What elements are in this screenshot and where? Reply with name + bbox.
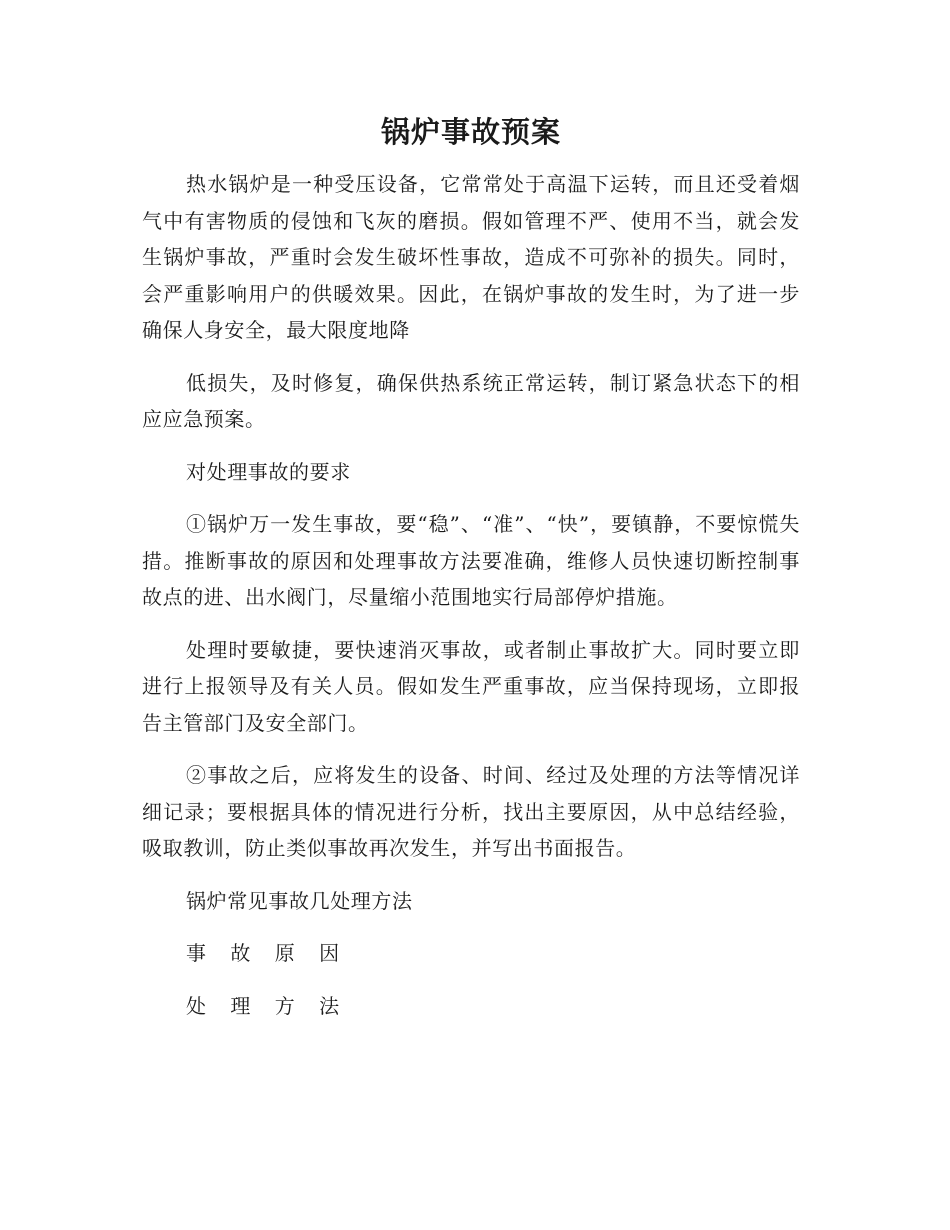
paragraph-requirement-1: ①锅炉万一发生事故，要“稳”、“准”、“快”，要镇静，不要惊慌失措。推断事故的原因和处理事故方法要准确，维修人员快速切断控制事故点的进、出水阀门，尽量缩小范围地实行局部停炉措施。 — [142, 512, 800, 609]
section-heading-requirements: 对处理事故的要求 — [186, 459, 351, 484]
paragraph-handling: 处理时要敏捷，要快速消灭事故，或者制止事故扩大。同时要立即进行上报领导及有关人员。假如发生严重事故，应当保持现场，立即报告主管部门及安全部门。 — [142, 637, 800, 735]
paragraph-intro: 热水锅炉是一种受压设备，它常常处于高温下运转，而且还受着烟气中有害物质的侵蚀和飞灰的磨损。假如管理不严、使用不当，就会发生锅炉事故，严重时会发生破坏性事故，造成不可弥补的损失。同时，会严重影响用户的供暖效果。因此，在锅炉事故的发生时，为了进一步确保人身安全，最大限度地降 — [142, 172, 800, 342]
section-heading-common-accidents: 锅炉常见事故几处理方法 — [186, 888, 413, 913]
document-title: 锅炉事故预案 — [380, 115, 561, 149]
label-accident-cause: 事 故 原 因 — [186, 941, 349, 965]
paragraph-intro-continued: 低损失，及时修复，确保供热系统正常运转，制订紧急状态下的相应应急预案。 — [142, 370, 800, 431]
label-handling-method: 处 理 方 法 — [186, 993, 349, 1018]
paragraph-requirement-2: ②事故之后，应将发生的设备、时间、经过及处理的方法等情况详细记录；要根据具体的情况进行分析，找出主要原因，从中总结经验，吸取教训，防止类似事故再次发生，并写出书面报告。 — [142, 763, 800, 860]
